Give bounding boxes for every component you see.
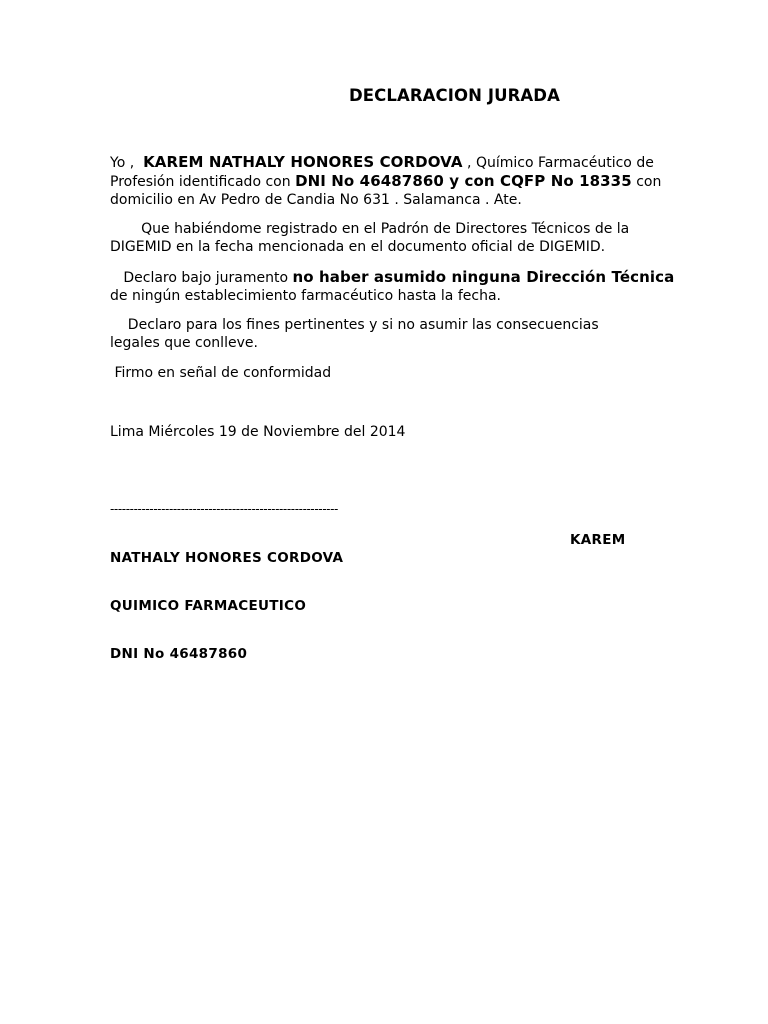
paragraph-line bbox=[110, 172, 670, 191]
conformity-paragraph bbox=[110, 364, 670, 382]
paragraph-line: DIGEMID en la fecha mencionada en el documento oficial de DIGEMID. bbox=[110, 239, 606, 255]
date-line: Lima Miércoles 19 de Noviembre del 2014 bbox=[110, 424, 406, 440]
id-numbers: DNI No 46487860 y con CQFP No 18335 bbox=[295, 172, 632, 190]
signer-first-name: KAREM bbox=[570, 532, 626, 548]
paragraph-line: de ningún establecimiento farmacéutico hasta la fecha. bbox=[110, 288, 501, 304]
oath-statement: no haber asumido ninguna Dirección Técnica bbox=[292, 268, 675, 286]
paragraph-line bbox=[110, 153, 670, 172]
paragraph-line: Declaro para los fines pertinentes y si no asumir las consecuencias bbox=[110, 317, 599, 333]
text: Profesión identificado con bbox=[110, 174, 296, 190]
text: con bbox=[631, 174, 662, 190]
signer-surname: NATHALY HONORES CORDOVA bbox=[110, 550, 344, 566]
document-title: DECLARACION JURADA bbox=[349, 86, 560, 105]
oath-paragraph bbox=[110, 268, 675, 305]
declarant-name: KAREM NATHALY HONORES CORDOVA bbox=[143, 153, 463, 171]
text: , Químico Farmacéutico de bbox=[462, 155, 654, 171]
registry-paragraph bbox=[110, 220, 670, 256]
paragraph-line: Firmo en señal de conformidad bbox=[110, 365, 332, 381]
paragraph-line: legales que conlleve. bbox=[110, 335, 258, 351]
signer-dni: DNI No 46487860 bbox=[110, 646, 248, 662]
declarant-paragraph bbox=[110, 153, 670, 209]
paragraph-line: Que habiéndome registrado en el Padrón de Directores Técnicos de la bbox=[110, 221, 630, 237]
text: Yo , bbox=[110, 155, 144, 171]
text: Declaro bajo juramento bbox=[110, 270, 293, 286]
signature-line: ---------------------------------------------------------- bbox=[110, 502, 338, 516]
purpose-paragraph bbox=[110, 316, 670, 352]
paragraph-line: domicilio en Av Pedro de Candia No 631 . Salamanca . Ate. bbox=[110, 192, 522, 208]
paragraph-line bbox=[110, 268, 675, 287]
signer-profession: QUIMICO FARMACEUTICO bbox=[110, 598, 307, 614]
